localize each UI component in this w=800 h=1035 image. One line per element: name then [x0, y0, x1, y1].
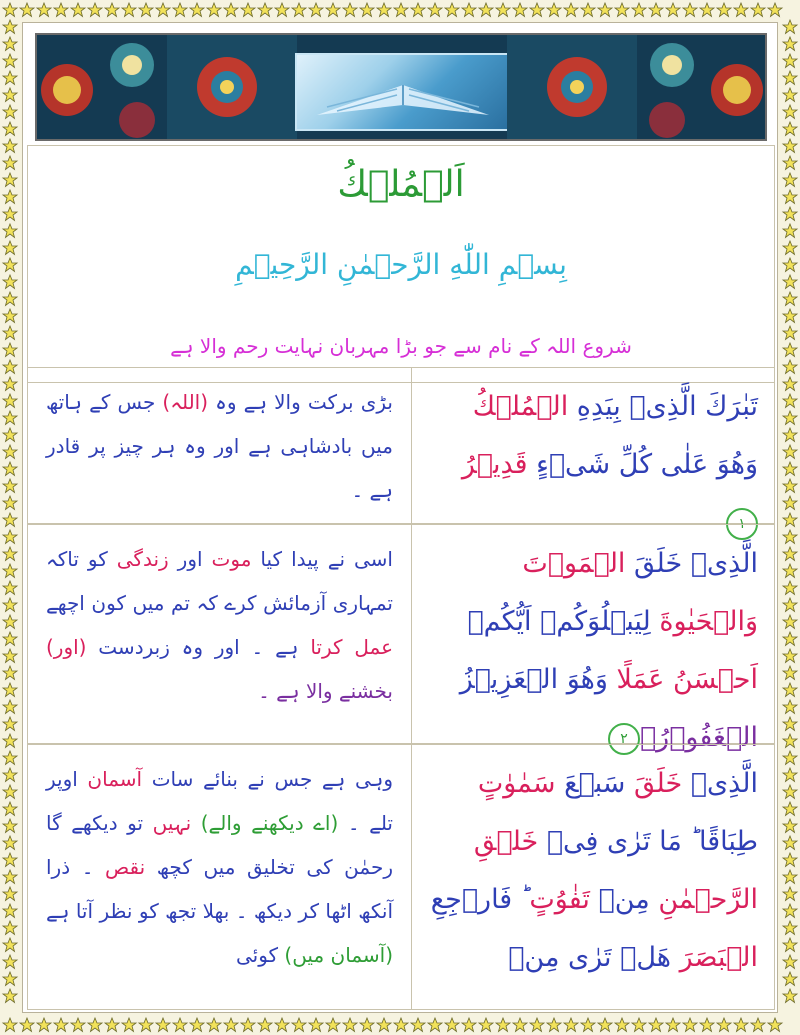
border-star — [783, 156, 797, 170]
border-star — [496, 1018, 510, 1032]
border-star — [156, 1018, 170, 1032]
page-frame — [22, 22, 778, 1013]
border-star — [581, 3, 595, 17]
border-star — [3, 445, 17, 459]
border-star — [3, 224, 17, 238]
border-star — [783, 547, 797, 561]
border-star — [783, 292, 797, 306]
border-star — [411, 3, 425, 17]
border-star — [581, 1018, 595, 1032]
border-star — [479, 1018, 493, 1032]
urdu-segment: وہی ہے جس نے بنائے سات — [142, 767, 393, 791]
border-star — [768, 3, 782, 17]
urdu-translation — [28, 745, 412, 1009]
arabic-segment: الَّذِىۡ خَلَقَ — [625, 548, 758, 579]
ornament-right — [637, 35, 767, 139]
border-star — [3, 20, 17, 34]
arabic-verse — [412, 368, 774, 532]
border-star — [564, 3, 578, 17]
border-star — [3, 683, 17, 697]
border-star — [783, 411, 797, 425]
border-star — [783, 428, 797, 442]
border-star — [241, 3, 255, 17]
border-star — [783, 241, 797, 255]
border-star — [88, 3, 102, 17]
header-banner — [35, 33, 767, 141]
border-star — [3, 105, 17, 119]
border-star — [3, 989, 17, 1003]
border-star — [360, 3, 374, 17]
border-star — [3, 598, 17, 612]
border-star — [326, 1018, 340, 1032]
arabic-segment: هَلۡ تَرٰى مِنۡ — [508, 942, 680, 973]
border-star — [783, 190, 797, 204]
border-star — [649, 1018, 663, 1032]
border-star — [3, 921, 17, 935]
border-star — [3, 972, 17, 986]
border-star — [3, 955, 17, 969]
border-star — [292, 1018, 306, 1032]
urdu-segment: اوپر تلے ۔ — [46, 767, 393, 835]
border-star — [3, 156, 17, 170]
border-star — [734, 1018, 748, 1032]
border-star — [3, 54, 17, 68]
border-star — [3, 377, 17, 391]
urdu-segment: کو تاکہ تمہاری آزمائش کرے کہ تم میں کون اچھے — [46, 547, 393, 615]
border-star — [783, 479, 797, 493]
arabic-segment: سَمٰوٰتٍ — [477, 768, 556, 799]
border-star — [783, 360, 797, 374]
arabic-segment: سَبۡعَ — [555, 768, 635, 799]
border-star — [666, 3, 680, 17]
verse-row-3 — [27, 744, 775, 1010]
border-star — [3, 819, 17, 833]
urdu-segment: اور — [168, 547, 212, 571]
verse-row-2 — [27, 524, 775, 753]
arabic-segment: وَهُوَ الۡعَزِيۡزُ — [459, 664, 617, 695]
border-star — [783, 598, 797, 612]
border-star — [783, 377, 797, 391]
verse-row-1 — [27, 367, 775, 532]
border-star — [783, 20, 797, 34]
border-star — [3, 496, 17, 510]
border-star — [783, 751, 797, 765]
bismillah-translation: شروع اللہ کے نام سے جو بڑا مہربان نہایت رحم والا ہے — [170, 334, 632, 358]
border-star — [783, 71, 797, 85]
border-star — [3, 513, 17, 527]
urdu-segment: نہیں — [152, 811, 201, 835]
border-star — [783, 275, 797, 289]
border-star — [598, 3, 612, 17]
urdu-translation — [28, 525, 412, 743]
arabic-segment: الۡبَصَرَ — [679, 942, 758, 973]
border-star — [783, 462, 797, 476]
arabic-segment: خَلۡقِ الرَّحۡمٰنِ — [473, 826, 758, 915]
border-star — [783, 666, 797, 680]
border-star — [3, 428, 17, 442]
border-star — [783, 615, 797, 629]
surah-header — [27, 145, 775, 383]
border-star — [3, 649, 17, 663]
border-star — [326, 3, 340, 17]
border-star — [632, 3, 646, 17]
border-star — [3, 37, 17, 51]
urdu-segment: آسمان — [87, 767, 143, 791]
border-star — [783, 445, 797, 459]
border-star — [783, 343, 797, 357]
border-star — [3, 615, 17, 629]
arabic-segment: تَفٰوُتٍ — [529, 884, 590, 915]
border-star — [783, 173, 797, 187]
urdu-segment: (اے دیکھنے والے) — [200, 811, 339, 835]
border-star — [411, 1018, 425, 1032]
border-star — [156, 3, 170, 17]
border-star — [343, 3, 357, 17]
border-star — [547, 3, 561, 17]
urdu-segment: جس کے ہاتھ میں بادشاہی ہے اور وہ ہر چیز پر قادر ہے ۔ — [46, 390, 393, 502]
border-star — [783, 938, 797, 952]
border-star — [783, 955, 797, 969]
urdu-segment: تو دیکھے گا رحمٰن کی تخلیق میں کچھ — [46, 811, 393, 879]
border-star — [3, 904, 17, 918]
border-star — [783, 819, 797, 833]
border-star — [3, 734, 17, 748]
border-star — [462, 1018, 476, 1032]
border-star — [3, 785, 17, 799]
border-star — [3, 173, 17, 187]
arabic-segment: الَّذِىۡ — [682, 768, 758, 799]
border-star — [3, 751, 17, 765]
arabic-segment: طِبَاقًا ؕ مَا تَرٰى فِىۡ — [538, 826, 758, 857]
border-star — [598, 1018, 612, 1032]
border-star — [3, 343, 17, 357]
border-star — [632, 1018, 646, 1032]
border-star — [445, 1018, 459, 1032]
border-star — [783, 496, 797, 510]
border-star — [122, 3, 136, 17]
border-star — [783, 853, 797, 867]
border-star — [783, 904, 797, 918]
urdu-segment: بڑی برکت والا ہے وہ — [208, 390, 393, 414]
border-star — [224, 3, 238, 17]
urdu-segment: (آسمان میں) — [284, 943, 393, 967]
border-star — [122, 1018, 136, 1032]
border-star — [783, 632, 797, 646]
urdu-segment: موت — [211, 547, 252, 571]
urdu-segment: بخشنے والا ہے ۔ — [258, 679, 393, 703]
border-star — [3, 768, 17, 782]
urdu-segment: زندگی — [116, 547, 169, 571]
border-star — [3, 326, 17, 340]
border-star — [547, 1018, 561, 1032]
border-star — [783, 139, 797, 153]
arabic-segment: وَهُوَ عَلٰى كُلِّ شَىۡءٍ — [527, 449, 758, 480]
border-star — [3, 190, 17, 204]
border-star — [3, 207, 17, 221]
urdu-segment: (اور) — [46, 635, 87, 659]
border-star — [783, 683, 797, 697]
border-star — [783, 887, 797, 901]
border-star — [139, 1018, 153, 1032]
border-star — [20, 3, 34, 17]
border-star — [783, 581, 797, 595]
border-star — [3, 530, 17, 544]
border-star — [3, 700, 17, 714]
border-star — [530, 3, 544, 17]
urdu-segment: ۔ ذرا آنکھ اٹھا کر دیکھ ۔ بھلا تجھ کو نظر آتا ہے — [46, 855, 393, 923]
border-star — [20, 1018, 34, 1032]
ornament-left — [37, 35, 167, 139]
arabic-segment: لِيَبۡلُوَكُمۡ اَيُّكُمۡ — [467, 606, 660, 637]
border-star — [428, 3, 442, 17]
border-star — [258, 3, 272, 17]
surah-title: اَلۡمُلۡكُ — [337, 164, 465, 205]
border-star — [3, 122, 17, 136]
ayah-number-marker: ٢ — [608, 723, 640, 755]
border-star — [783, 921, 797, 935]
border-star — [783, 972, 797, 986]
arabic-verse — [412, 745, 774, 1009]
urdu-segment: اسی نے پیدا کیا — [251, 547, 393, 571]
border-star — [751, 3, 765, 17]
border-star — [783, 105, 797, 119]
border-star — [783, 326, 797, 340]
border-star — [37, 1018, 51, 1032]
border-star — [343, 1018, 357, 1032]
border-star — [751, 1018, 765, 1032]
border-star — [241, 1018, 255, 1032]
arabic-segment: الۡمُلۡكُ — [472, 391, 569, 422]
quran-book-image — [295, 53, 511, 131]
border-star — [783, 54, 797, 68]
arabic-segment: قَدِيۡرُ — [461, 449, 528, 480]
border-star — [700, 1018, 714, 1032]
border-star — [360, 1018, 374, 1032]
border-star — [479, 3, 493, 17]
border-star — [190, 1018, 204, 1032]
border-star — [445, 3, 459, 17]
border-star — [377, 3, 391, 17]
border-star — [783, 870, 797, 884]
border-star — [173, 3, 187, 17]
border-star — [292, 3, 306, 17]
border-star — [105, 3, 119, 17]
border-star — [530, 1018, 544, 1032]
border-star — [258, 1018, 272, 1032]
border-star — [783, 785, 797, 799]
border-star — [224, 1018, 238, 1032]
border-star — [783, 224, 797, 238]
border-star — [275, 1018, 289, 1032]
border-star — [309, 1018, 323, 1032]
arabic-segment: اَحۡسَنُ عَمَلًا — [616, 664, 758, 695]
border-star — [3, 836, 17, 850]
urdu-segment: کوئی — [235, 943, 285, 967]
border-star — [3, 258, 17, 272]
border-star — [783, 207, 797, 221]
border-star — [615, 3, 629, 17]
border-star — [139, 3, 153, 17]
border-star — [783, 649, 797, 663]
border-star — [783, 836, 797, 850]
border-star — [394, 3, 408, 17]
border-star — [783, 802, 797, 816]
border-star — [3, 666, 17, 680]
border-star — [105, 1018, 119, 1032]
border-star — [275, 3, 289, 17]
border-star — [783, 717, 797, 731]
border-star — [3, 71, 17, 85]
border-star — [3, 870, 17, 884]
border-star — [783, 564, 797, 578]
border-star — [783, 258, 797, 272]
border-star — [666, 1018, 680, 1032]
border-star — [783, 700, 797, 714]
border-star — [783, 768, 797, 782]
border-star — [54, 1018, 68, 1032]
border-star — [513, 1018, 527, 1032]
urdu-translation — [28, 368, 412, 523]
border-star — [377, 1018, 391, 1032]
border-star — [3, 394, 17, 408]
arabic-segment: مِنۡ — [589, 884, 659, 915]
border-star — [783, 88, 797, 102]
border-star — [564, 1018, 578, 1032]
border-star — [783, 989, 797, 1003]
border-star — [3, 632, 17, 646]
urdu-segment: نقص — [105, 855, 146, 879]
ornament-right-inner — [507, 35, 637, 139]
border-star — [71, 3, 85, 17]
ornament-left-inner — [167, 35, 297, 139]
border-star — [734, 3, 748, 17]
border-star — [3, 717, 17, 731]
border-star — [3, 360, 17, 374]
border-star — [683, 3, 697, 17]
border-star — [683, 1018, 697, 1032]
border-star — [3, 88, 17, 102]
border-star — [3, 887, 17, 901]
border-star — [783, 394, 797, 408]
border-star — [54, 3, 68, 17]
urdu-segment: ہے ۔ اور وہ زبردست — [86, 635, 311, 659]
arabic-segment: خَلَقَ — [634, 768, 683, 799]
border-star — [3, 3, 17, 17]
border-star — [783, 122, 797, 136]
border-star — [717, 3, 731, 17]
border-star — [783, 37, 797, 51]
border-star — [3, 547, 17, 561]
border-star — [207, 3, 221, 17]
border-star — [309, 3, 323, 17]
ayah-number-marker: ١ — [726, 508, 758, 540]
border-star — [207, 1018, 221, 1032]
border-star — [3, 564, 17, 578]
arabic-segment: ؕ فَارۡجِعِ — [430, 884, 530, 915]
arabic-segment: الۡمَوۡتَ وَالۡحَيٰوةَ — [522, 548, 758, 637]
border-star — [190, 3, 204, 17]
border-star — [3, 462, 17, 476]
border-star — [3, 241, 17, 255]
border-star — [3, 292, 17, 306]
border-star — [3, 1018, 17, 1032]
border-star — [3, 802, 17, 816]
urdu-segment: عمل کرتا — [310, 635, 393, 659]
border-star — [88, 1018, 102, 1032]
border-star — [3, 853, 17, 867]
border-star — [783, 309, 797, 323]
border-star — [3, 309, 17, 323]
border-star — [71, 1018, 85, 1032]
border-star — [649, 3, 663, 17]
border-star — [3, 479, 17, 493]
border-star — [496, 3, 510, 17]
arabic-verse — [412, 525, 774, 753]
border-star — [37, 3, 51, 17]
border-star — [462, 3, 476, 17]
border-star — [717, 1018, 731, 1032]
border-star — [783, 734, 797, 748]
border-star — [3, 275, 17, 289]
border-star — [615, 1018, 629, 1032]
border-star — [768, 1018, 782, 1032]
border-star — [783, 530, 797, 544]
border-star — [3, 139, 17, 153]
urdu-segment: (اللہ) — [162, 390, 209, 414]
border-star — [513, 3, 527, 17]
bismillah-arabic: بِسۡمِ اللّٰهِ الرَّحۡمٰنِ الرَّحِيۡمِ — [235, 248, 567, 281]
border-star — [428, 1018, 442, 1032]
arabic-segment: الۡغَفُوۡرُۙ — [639, 722, 758, 753]
border-star — [3, 938, 17, 952]
border-star — [700, 3, 714, 17]
border-star — [783, 513, 797, 527]
border-star — [3, 411, 17, 425]
arabic-segment: تَبٰرَكَ الَّذِىۡ بِيَدِهِ — [568, 391, 758, 422]
border-star — [173, 1018, 187, 1032]
border-star — [3, 581, 17, 595]
border-star — [394, 1018, 408, 1032]
